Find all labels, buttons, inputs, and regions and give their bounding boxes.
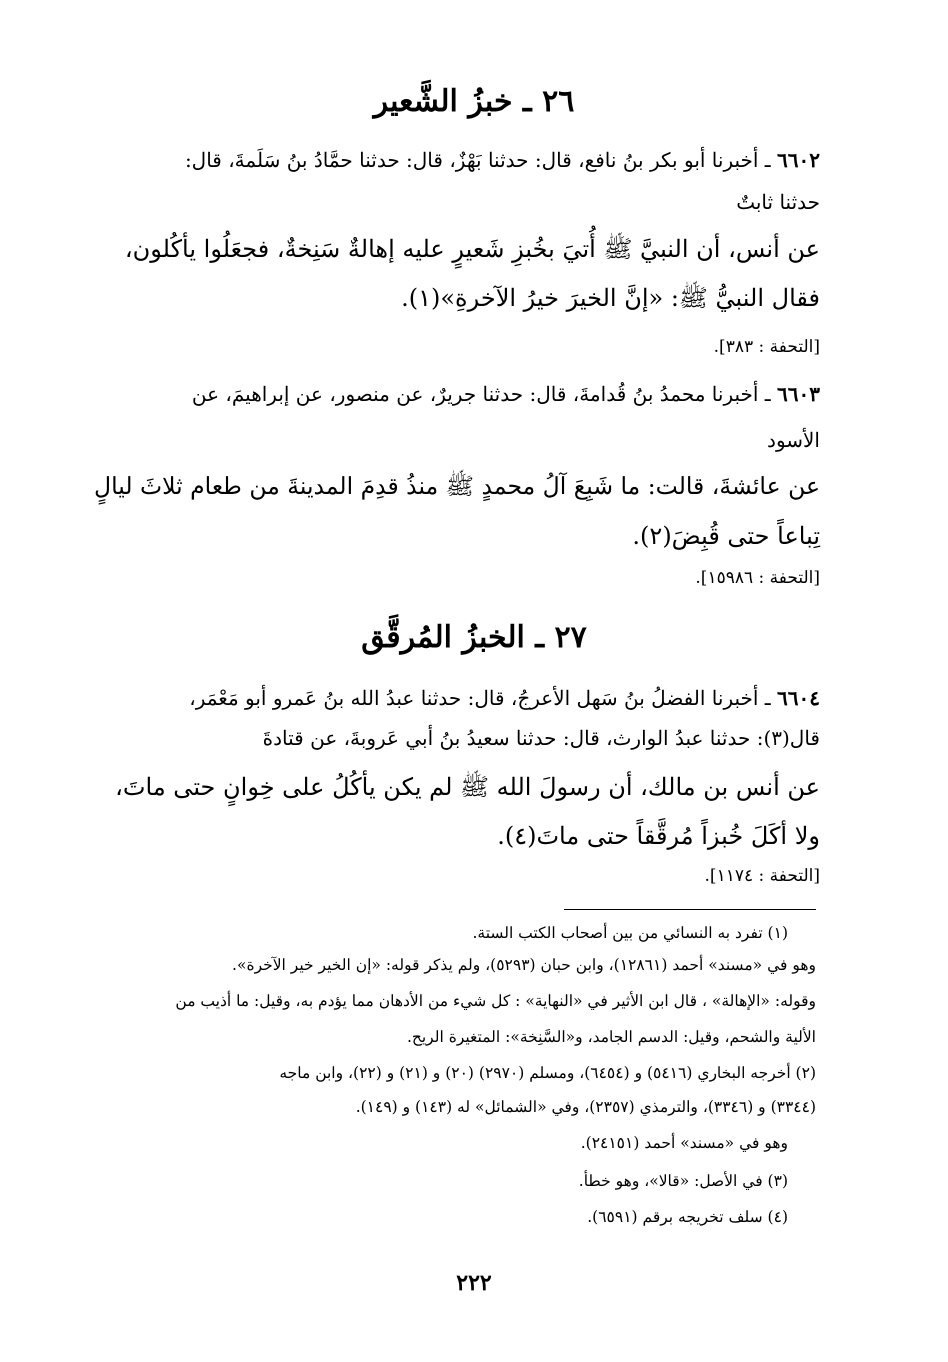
- hadith-isnad: [185, 148, 820, 172]
- hadith-matn: تِباعاً حتى قُبِضَ(٢).: [632, 522, 820, 550]
- page-number: ٢٢٢: [456, 1270, 492, 1296]
- hadith-matn: عن عائشةَ، قالت: ما شَبِعَ آلُ محمدٍ ﷺ منذُ قدِمَ المدينةَ من طعام ثلاثَ ليالٍ: [94, 472, 820, 500]
- hadith-number: ٦٦٠٤: [777, 686, 820, 710]
- hadith-number: ٦٦٠٣: [777, 382, 820, 406]
- hadith-matn: ولا أكَلَ خُبزاً مُرقَّقاً حتى ماتَ(٤).: [497, 822, 820, 850]
- isnad-text: الأسود: [767, 428, 820, 452]
- footnote-separator: [564, 909, 816, 910]
- footnote: (٣٣٤٤) و (٣٣٤٦)، والترمذي (٢٣٥٧)، وفي «الشمائل» له (١٤٣) و (١٤٩).: [355, 1098, 816, 1116]
- footnote: وقوله: «الإهالة» ، قال ابن الأثير في «النهاية» : كل شيء من الأدهان مما يؤدم به، وقيل: ما أذيب من: [175, 992, 816, 1010]
- footnote: الألية والشحم، وقيل: الدسم الجامد، و«السَّنِخة»: المتغيرة الريح.: [406, 1028, 816, 1046]
- hadith-isnad: [192, 382, 820, 406]
- footnote: (٤) سلف تخريجه برقم (٦٥٩١).: [587, 1208, 788, 1226]
- isnad-text: قال(٣): حدثنا عبدُ الوارث، قال: حدثنا سعيدُ بنُ أبي عَروبةَ، عن قتادةَ: [262, 726, 820, 750]
- hadith-isnad: [189, 686, 820, 710]
- chapter-title: ٢٧ ـ الخبزُ المُرقَّق: [361, 620, 587, 655]
- footnote: (١) تفرد به النسائي من بين أصحاب الكتب الستة.: [472, 924, 788, 942]
- tuhfa-reference: [التحفة : ٣٨٣].: [713, 337, 820, 357]
- chapter-title: ٢٦ ـ خبزُ الشَّعير: [373, 84, 575, 119]
- tuhfa-reference: [التحفة : ١٥٩٨٦].: [695, 568, 820, 588]
- footnote: وهو في «مسند» أحمد (١٢٨٦١)، وابن حبان (٥٢٩٣)، ولم يذكر قوله: «إن الخير خير الآخرة».: [232, 956, 816, 974]
- tuhfa-reference: [التحفة : ١١٧٤].: [704, 866, 820, 886]
- footnote: (٣) في الأصل: «قالا»، وهو خطأ.: [578, 1172, 788, 1190]
- isnad-text: ـ أخبرنا أبو بكر بنُ نافع، قال: حدثنا بَهْزٌ، قال: حدثنا حمَّادُ بنُ سَلَمةَ، قال:: [184, 148, 771, 172]
- isnad-text: ـ أخبرنا محمدُ بنُ قُدامةَ، قال: حدثنا جريرٌ، عن منصور، عن إبراهيمَ، عن: [191, 382, 771, 406]
- hadith-number: ٦٦٠٢: [777, 148, 820, 172]
- hadith-matn: فقال النبيُّ ﷺ: «إنَّ الخيرَ خيرُ الآخرةِ»(١).: [401, 284, 820, 312]
- hadith-matn: عن أنس بن مالك، أن رسولَ الله ﷺ لم يكن يأكُلُ على خِوانٍ حتى ماتَ،: [115, 773, 820, 801]
- isnad-text: حدثنا ثابتٌ: [736, 190, 820, 214]
- isnad-text: ـ أخبرنا الفضلُ بنُ سَهل الأعرجُ، قال: حدثنا عبدُ الله بنُ عَمرو أبو مَعْمَر،: [189, 686, 771, 710]
- footnote: (٢) أخرجه البخاري (٥٤١٦) و (٦٤٥٤)، ومسلم (٢٩٧٠) (٢٠) و (٢١) و (٢٢)، وابن ماجه: [279, 1064, 816, 1082]
- hadith-matn: عن أنس، أن النبيَّ ﷺ أُتيَ بخُبزِ شَعيرٍ عليه إهالةٌ سَنِخةٌ، فجعَلُوا يأكُلون،: [124, 235, 820, 263]
- footnote: وهو في «مسند» أحمد (٢٤١٥١).: [580, 1134, 788, 1152]
